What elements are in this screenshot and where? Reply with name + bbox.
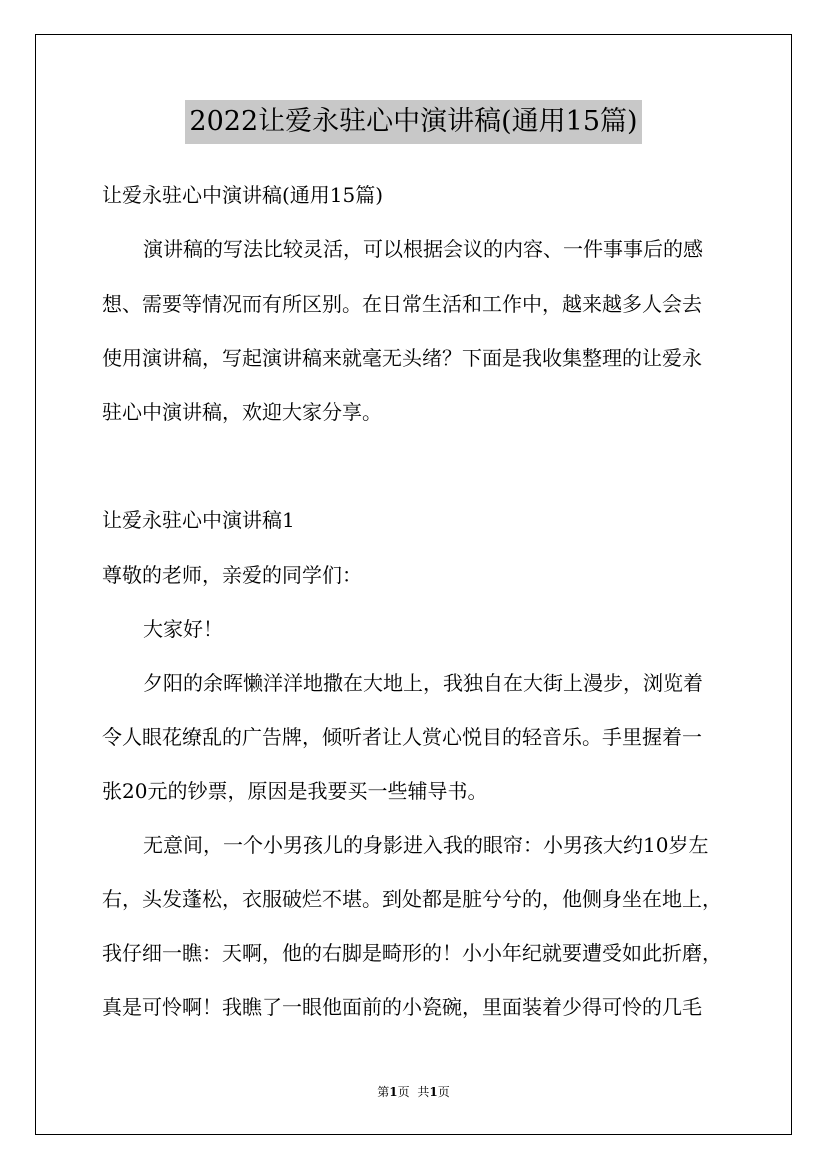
greeting: 大家好！ <box>143 617 223 641</box>
footer-page-suffix: 页 <box>397 1085 410 1099</box>
intro-line-2: 想、需要等情况而有所区别。在日常生活和工作中，越来越多人会去 <box>102 292 702 316</box>
intro-line-4: 驻心中演讲稿，欢迎大家分享。 <box>102 400 382 424</box>
para1-line-3: 张20元的钞票，原因是我要买一些辅导书。 <box>102 779 488 803</box>
para2-line-3: 我仔细一瞧：天啊，他的右脚是畸形的！小小年纪就要遭受如此折磨， <box>102 941 722 965</box>
para2-line-2: 右，头发蓬松，衣服破烂不堪。到处都是脏兮兮的，他侧身坐在地上， <box>102 887 722 911</box>
document-subtitle: 让爱永驻心中演讲稿(通用15篇) <box>102 183 384 207</box>
intro-line-1: 演讲稿的写法比较灵活，可以根据会议的内容、一件事事后的感 <box>143 237 703 261</box>
title-container <box>0 100 827 144</box>
para2-line-1: 无意间，一个小男孩儿的身影进入我的眼帘：小男孩大约10岁左 <box>143 833 709 857</box>
footer-total-pages: 1 <box>429 1085 438 1099</box>
page-footer <box>0 1083 827 1101</box>
para1-line-2: 令人眼花缭乱的广告牌，倾听者让人赏心悦目的轻音乐。手里握着一 <box>102 725 702 749</box>
intro-line-3: 使用演讲稿，写起演讲稿来就毫无头绪？下面是我收集整理的让爱永 <box>102 346 702 370</box>
section-heading: 让爱永驻心中演讲稿1 <box>102 508 295 532</box>
document-title: 2022让爱永驻心中演讲稿(通用15篇) <box>185 100 641 144</box>
footer-page-number: 1 <box>389 1085 398 1099</box>
salutation: 尊敬的老师，亲爱的同学们： <box>102 563 362 587</box>
para1-line-1: 夕阳的余晖懒洋洋地撒在大地上，我独自在大街上漫步，浏览着 <box>143 671 703 695</box>
footer-page-prefix: 第 <box>377 1085 390 1099</box>
footer-total-suffix: 页 <box>437 1085 450 1099</box>
para2-line-4: 真是可怜啊！我瞧了一眼他面前的小瓷碗，里面装着少得可怜的几毛 <box>102 995 702 1019</box>
footer-total-prefix: 共 <box>417 1085 430 1099</box>
